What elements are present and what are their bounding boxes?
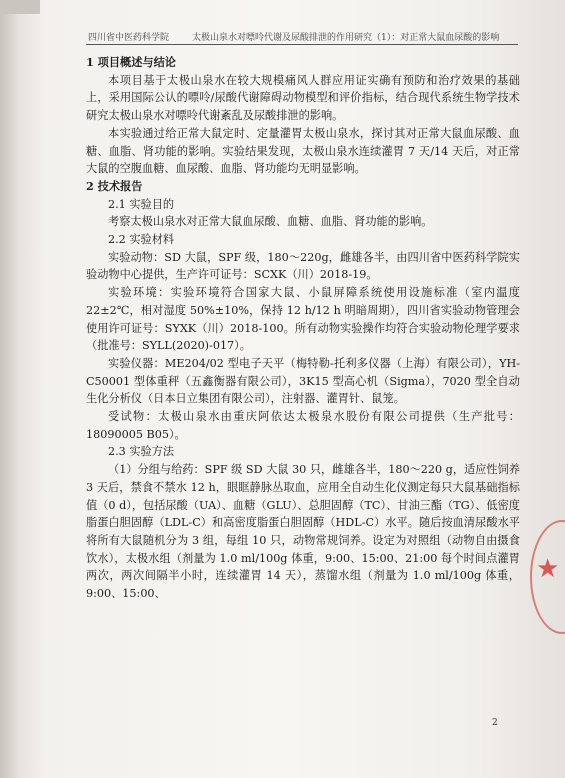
experimental-animals-paragraph: 实验动物：SD 大鼠，SPF 级，180～220g，雌雄各半，由四川省中医药科学院实验动物中心提供，生产许可证号：SCXK（川）2018-19。 xyxy=(86,250,520,282)
section-2-3-heading: 2.3 实验方法 xyxy=(108,445,175,459)
section-1-heading: 1 项目概述与结论 xyxy=(86,55,176,69)
section-2-heading: 2 技术报告 xyxy=(86,178,143,193)
test-substance-paragraph: 受试物：太极山泉水由重庆阿依达太极泉水股份有限公司提供（生产批号：18090005 B05）。 xyxy=(86,410,520,441)
section-2-1-heading: 2.1 实验目的 xyxy=(108,197,175,211)
instruments-paragraph: 实验仪器：ME204/02 型电子天平（梅特勒-托利多仪器（上海）有限公司），YH-C50001 型体重秤（五鑫衡器有限公司），3K15 型高心机（Sigma），7020 型全自动生化分析仪（日本日立集团有限公司），注射器、灌胃针、鼠笼。 xyxy=(86,356,520,406)
seal-star-icon: ★ xyxy=(536,554,560,584)
experimental-environment-paragraph: 实验环境：实验环境符合国家大鼠、小鼠屏障系统使用设施标准（室内温度 22±2℃，相对湿度 50%±10%，保持 12 h/12 h 明暗周期），四川省实验动物管理会使用许可证号：SYXK（川）2018-100。所有动物实验操作均符合实验动物伦理学要求（批准号：SYLL(2020)-017）。 xyxy=(86,286,520,353)
page-number: 2 xyxy=(492,718,498,728)
page-edge-shadow xyxy=(0,0,18,778)
page-corner xyxy=(0,0,40,14)
grouping-dosing-paragraph: （1）分组与给药：SPF 级 SD 大鼠 30 只，雌雄各半，180～220 g，适应性饲养 3 天后，禁食不禁水 12 h，眼眶静脉丛取血，应用全自动生化仪测定每只大鼠基础指标值（0 d），包括尿酸（UA）、血糖（GLU）、总胆固醇（TC）、甘油三酯（TG）、低密度脂蛋白胆固醇（LDL-C）和高密度脂蛋白胆固醇（HDL-C）水平。随后按血清尿酸水平将所有大鼠随机分为 3 组，每组 10 只，动物常规饲养。设定为对照组（动物自由摄食饮水），太极水组（剂量为 1.0 ml/100g 体重，9:00、15:00、21:00 每个时间点灌胃两次，两次间隔半小时，连续灌胃 14 天），蒸馏水组（剂量为 1.0 ml/100g 体重，9:00、15:00、 xyxy=(86,463,520,601)
section-2-2-heading: 2.2 实验材料 xyxy=(108,233,175,247)
section-1-paragraph-2: 本实验通过给正常大鼠定时、定量灌胃太极山泉水，探讨其对正常大鼠血尿酸、血糖、血脂、肾功能的影响。实验结果发现，太极山泉水连续灌胃 7 天/14 天后，对正常大鼠的空腹血糖、血尿酸、血脂、肾功能均无明显影响。 xyxy=(86,126,520,176)
header-divider xyxy=(86,44,518,45)
section-2-1-paragraph: 考察太极山泉水对正常大鼠血尿酸、血糖、血脂、肾功能的影响。 xyxy=(108,215,433,229)
section-1-paragraph-1: 本项目基于太极山泉水在较大规模痛风人群应用证实确有预防和治疗效果的基础上，采用国际公认的嘌呤/尿酸代谢障碍动物模型和评价指标，结合现代系统生物学技术研究太极山泉水对嘌呤代谢紊乱及尿酸排泄的影响。 xyxy=(86,73,520,123)
header-report-title: 太极山泉水对嘌呤代谢及尿酸排泄的作用研究（1）：对正常大鼠血尿酸的影响 xyxy=(192,33,500,43)
header-institution: 四川省中医药科学院 xyxy=(88,33,170,43)
document-body xyxy=(86,54,520,603)
